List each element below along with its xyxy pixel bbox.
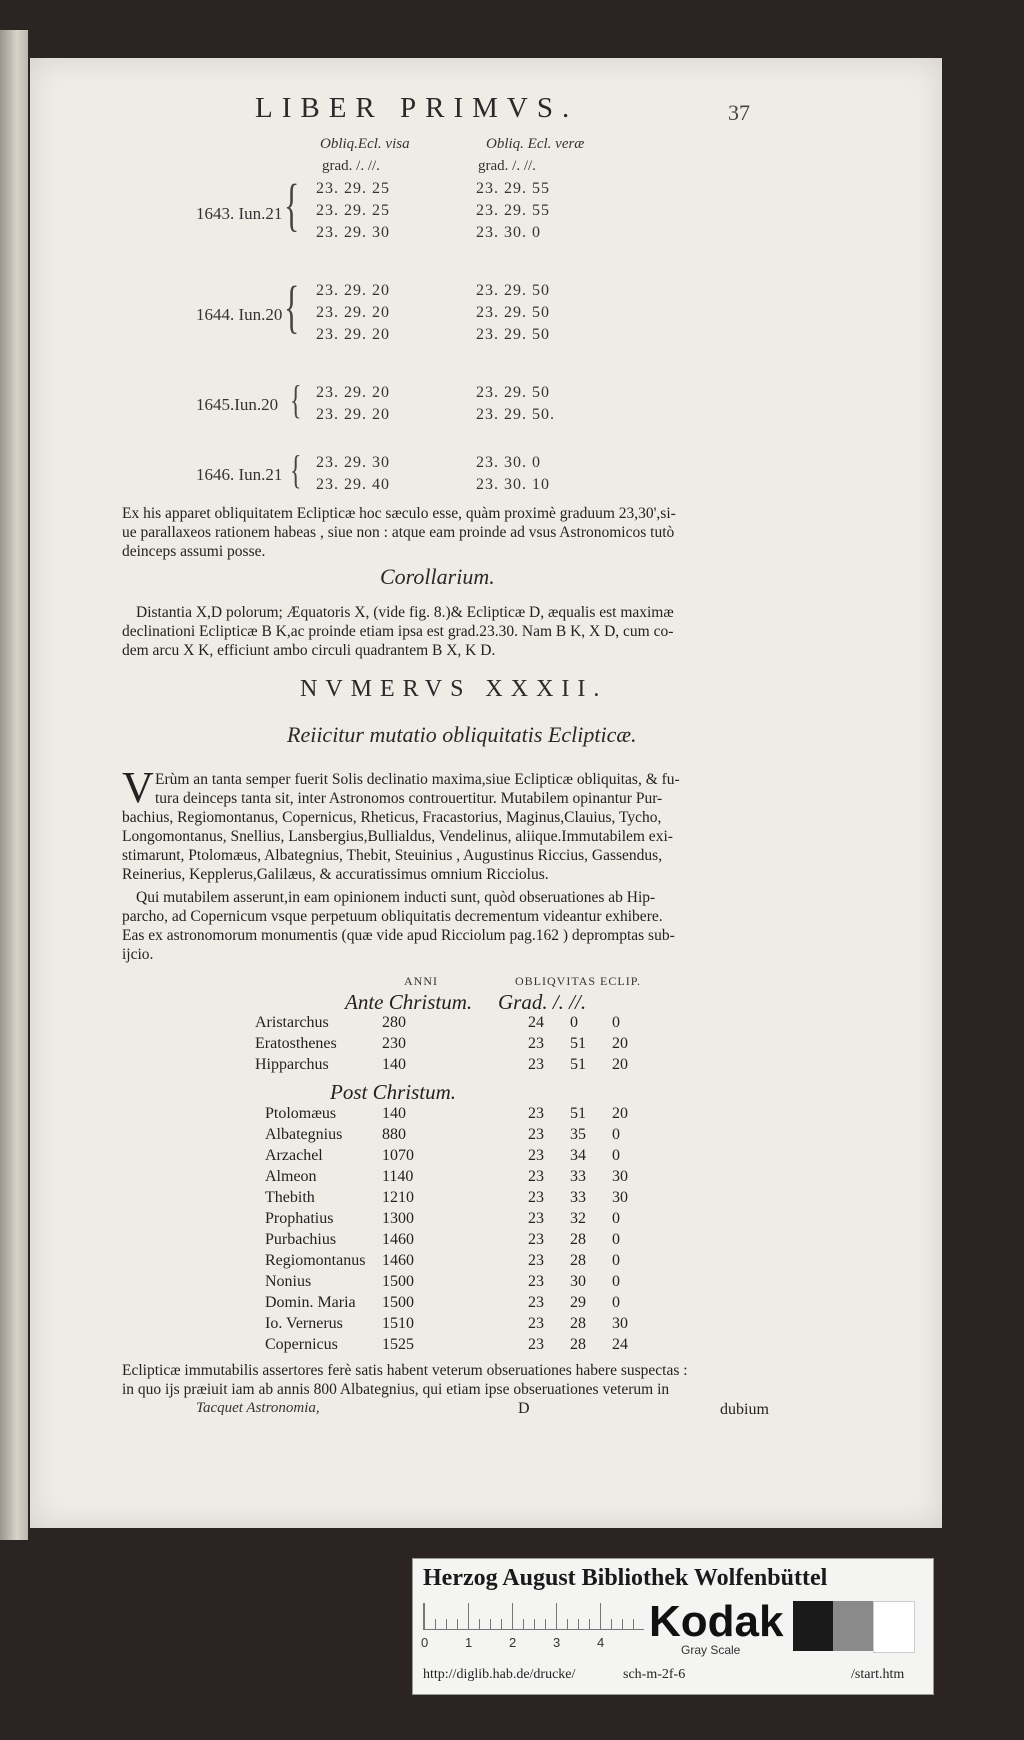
gray-scale-label: Gray Scale (681, 1643, 741, 1657)
gray-swatch-mid (833, 1601, 873, 1651)
obliquity-value: 34 (570, 1147, 586, 1164)
observer-name: Almeon (265, 1168, 317, 1185)
observation-year: 140 (382, 1105, 406, 1122)
obliquity-value: 23 (528, 1126, 544, 1143)
catchword: dubium (720, 1401, 769, 1418)
paragraph-line: parcho, ad Copernicum vsque perpetuum obliquitatis decrementum videantur exhibere. (122, 908, 663, 925)
visa-value: 23. 29. 20 (316, 304, 390, 321)
paragraph-line: ijcio. (122, 946, 154, 963)
obliquity-value: 23 (528, 1168, 544, 1185)
observer-name: Domin. Maria (265, 1294, 356, 1311)
visa-value: 23. 29. 20 (316, 326, 390, 343)
paragraph-line: declinationi Eclipticæ B K,ac proinde etiam ipsa est grad.23.30. Nam B K, X D, cum co- (122, 623, 674, 640)
observer-name: Eratosthenes (255, 1035, 337, 1052)
observer-name: Io. Vernerus (265, 1315, 343, 1332)
vera-value: 23. 29. 50 (476, 384, 550, 401)
observer-name: Nonius (265, 1273, 312, 1290)
observer-name: Hipparchus (255, 1056, 329, 1073)
obliquity-value: 0 (612, 1252, 620, 1269)
obliquity-value: 28 (570, 1231, 586, 1248)
obliquity-value: 23 (528, 1252, 544, 1269)
table-header-obliquitas: OBLIQVITAS ECLIP. (515, 974, 642, 988)
visa-value: 23. 29. 30 (316, 224, 390, 241)
observation-year: 1070 (382, 1147, 414, 1164)
visa-value: 23. 29. 20 (316, 384, 390, 401)
obliquity-value: 28 (570, 1252, 586, 1269)
obliquity-value: 51 (570, 1105, 586, 1122)
brace-icon: { (284, 172, 300, 237)
obliquity-value: 30 (612, 1189, 628, 1206)
observation-year: 1460 (382, 1231, 414, 1248)
obs-date: 1646. Iun.21 (196, 465, 283, 484)
observer-name: Thebith (265, 1189, 315, 1206)
obliquity-value: 28 (570, 1336, 586, 1353)
observation-year: 1300 (382, 1210, 414, 1227)
gray-swatch-black (793, 1601, 833, 1651)
obliquity-value: 23 (528, 1189, 544, 1206)
obliquity-value: 32 (570, 1210, 586, 1227)
observer-name: Copernicus (265, 1336, 338, 1353)
obliquity-value: 30 (570, 1273, 586, 1290)
running-header: LIBER PRIMVS. (255, 92, 579, 124)
observer-name: Albategnius (265, 1126, 343, 1143)
obliquity-value: 23 (528, 1105, 544, 1122)
col-vera-title: Obliq. Ecl. veræ (486, 136, 585, 152)
observation-year: 1140 (382, 1168, 414, 1185)
obliquity-value: 33 (570, 1168, 586, 1185)
vera-value: 23. 30. 0 (476, 224, 541, 241)
obliquity-value: 23 (528, 1035, 544, 1052)
vera-value: 23. 29. 50 (476, 304, 550, 321)
obliquity-value: 23 (528, 1315, 544, 1332)
observation-year: 1525 (382, 1336, 414, 1353)
gray-swatch-white (873, 1601, 915, 1653)
signature-mark: D (518, 1400, 530, 1417)
vera-value: 23. 29. 50 (476, 282, 550, 299)
paragraph-line: bachius, Regiomontanus, Copernicus, Rheticus, Fracastorius, Maginus,Clauius, Tycho, (122, 809, 662, 826)
observer-name: Regiomontanus (265, 1252, 366, 1269)
vera-value: 23. 30. 10 (476, 476, 550, 493)
url-shelfmark: sch-m-2f-6 (623, 1667, 686, 1682)
visa-value: 23. 29. 40 (316, 476, 390, 493)
observation-year: 140 (382, 1056, 406, 1073)
corollarium-heading: Corollarium. (380, 564, 495, 589)
observation-year: 280 (382, 1014, 406, 1031)
paragraph-line: Eclipticæ immutabilis assertores ferè satis habent veterum obseruationes habere suspectas : (122, 1362, 688, 1379)
library-name: Herzog August Bibliothek Wolfenbüttel (423, 1565, 828, 1591)
paragraph-line: dem arcu X K, efficiunt ambo circuli quadrantem B X, K D. (122, 642, 496, 659)
section-heading: NVMERVS XXXII. (300, 676, 608, 702)
brace-icon: { (284, 274, 300, 339)
obliquity-value: 23 (528, 1210, 544, 1227)
paragraph-line: stimarunt, Ptolomæus, Albategnius, Thebit, Steuinius , Augustinus Riccius, Gassendus, (122, 847, 663, 864)
observation-year: 1500 (382, 1294, 414, 1311)
brace-icon: { (290, 447, 302, 492)
visa-value: 23. 29. 25 (316, 180, 390, 197)
observer-name: Arzachel (265, 1147, 323, 1164)
obliquity-value: 23 (528, 1056, 544, 1073)
observer-name: Aristarchus (255, 1014, 329, 1031)
obliquity-value: 51 (570, 1056, 586, 1073)
vera-value: 23. 30. 0 (476, 454, 541, 471)
paragraph-line: Qui mutabilem asserunt,in eam opinionem inducti sunt, quòd obseruationes ab Hip- (136, 889, 656, 906)
observer-name: Prophatius (265, 1210, 334, 1227)
url-page: /start.htm (851, 1667, 905, 1682)
visa-value: 23. 29. 20 (316, 406, 390, 423)
paragraph-line: Distantia X,D polorum; Æquatoris X, (vide fig. 8.)& Eclipticæ D, æqualis est maximæ (136, 604, 674, 621)
vera-value: 23. 29. 50 (476, 326, 550, 343)
obliquity-value: 0 (612, 1273, 620, 1290)
observation-year: 1500 (382, 1273, 414, 1290)
visa-value: 23. 29. 20 (316, 282, 390, 299)
paragraph-line: ue parallaxeos rationem habeas , siue non : atque eam proinde ad vsus Astronomicos tutò (122, 524, 675, 541)
observation-year: 880 (382, 1126, 406, 1143)
visa-value: 23. 29. 25 (316, 202, 390, 219)
obliquity-value: 30 (612, 1315, 628, 1332)
ruler-label: 1 (465, 1635, 473, 1650)
ruler-scale (423, 1603, 644, 1630)
vera-value: 23. 29. 55 (476, 202, 550, 219)
obliquity-value: 23 (528, 1231, 544, 1248)
obs-date: 1644. Iun.20 (196, 305, 283, 324)
obliquity-value: 0 (612, 1294, 620, 1311)
col-visa-units: grad. /. //. (322, 158, 380, 174)
paragraph-line: in quo ijs præiuit iam ab annis 800 Albategnius, qui etiam ipse obseruationes veterum in (122, 1381, 670, 1398)
url-base: http://diglib.hab.de/drucke/ (423, 1667, 576, 1682)
obliquity-value: 23 (528, 1336, 544, 1353)
footer-title: Tacquet Astronomia, (196, 1400, 320, 1416)
drop-capital: V (122, 763, 154, 812)
ante-christum-heading: Ante Christum. (345, 990, 473, 1014)
observation-year: 230 (382, 1035, 406, 1052)
obliquity-value: 23 (528, 1273, 544, 1290)
paragraph-line: Reinerius, Kepplerus,Galilæus, & accuratissimus omnium Ricciolus. (122, 866, 549, 883)
ruler-label: 4 (597, 1635, 605, 1650)
obliquity-value: 20 (612, 1056, 628, 1073)
ruler-label: 0 (421, 1635, 429, 1650)
obliquity-value: 20 (612, 1105, 628, 1122)
obliquity-value: 0 (612, 1126, 620, 1143)
ruler-label: 2 (509, 1635, 517, 1650)
ruler-label: 3 (553, 1635, 561, 1650)
obliquity-value: 30 (612, 1168, 628, 1185)
obliquity-value: 0 (570, 1014, 578, 1031)
obs-date: 1643. Iun.21 (196, 204, 283, 223)
obliquity-value: 28 (570, 1315, 586, 1332)
obliquity-value: 0 (612, 1231, 620, 1248)
col-vera-units: grad. /. //. (478, 158, 536, 174)
paragraph-line: Ex his apparet obliquitatem Eclipticæ hoc sæculo esse, quàm proximè graduum 23,30',si- (122, 505, 676, 522)
paragraph-line: deinceps assumi posse. (122, 543, 266, 560)
obliquity-value: 0 (612, 1014, 620, 1031)
section-subtitle: Reiicitur mutatio obliquitatis Eclipticæ. (287, 722, 637, 747)
paragraph-line: Longomontanus, Snellius, Lansbergius,Bullialdus, Vendelinus, aliique.Immutabilem exi- (122, 828, 673, 845)
visa-value: 23. 29. 30 (316, 454, 390, 471)
book-spine (0, 30, 28, 1540)
library-color-card (412, 1558, 934, 1695)
obliquity-value: 20 (612, 1035, 628, 1052)
obliquity-value: 29 (570, 1294, 586, 1311)
paragraph-line: Eas ex astronomorum monumentis (quæ vide apud Ricciolum pag.162 ) depromptas sub- (122, 927, 675, 944)
observer-name: Ptolomæus (265, 1105, 337, 1122)
obs-date: 1645.Iun.20 (196, 395, 279, 414)
obliquity-value: 23 (528, 1294, 544, 1311)
grad-header: Grad. /. //. (498, 990, 587, 1014)
obliquity-value: 24 (612, 1336, 628, 1353)
vera-value: 23. 29. 55 (476, 180, 550, 197)
obliquity-value: 23 (528, 1147, 544, 1164)
observation-year: 1510 (382, 1315, 414, 1332)
kodak-logo: Kodak (649, 1597, 784, 1646)
col-visa-title: Obliq.Ecl. visa (320, 136, 410, 152)
observer-name: Purbachius (265, 1231, 337, 1248)
vera-value: 23. 29. 50. (476, 406, 555, 423)
observation-year: 1460 (382, 1252, 414, 1269)
table-header-anni: ANNI (404, 974, 438, 988)
obliquity-value: 35 (570, 1126, 586, 1143)
observation-year: 1210 (382, 1189, 414, 1206)
paragraph-line: Erùm an tanta semper fuerit Solis declinatio maxima,siue Eclipticæ obliquitas, & fu- (155, 771, 680, 788)
page-number: 37 (728, 100, 750, 125)
post-christum-heading: Post Christum. (330, 1080, 457, 1104)
obliquity-value: 24 (528, 1014, 544, 1031)
obliquity-value: 0 (612, 1147, 620, 1164)
paragraph-line: tura deinceps tanta sit, inter Astronomos controuertitur. Mutabilem opinantur Pur- (155, 790, 663, 807)
obliquity-value: 33 (570, 1189, 586, 1206)
obliquity-value: 51 (570, 1035, 586, 1052)
obliquity-value: 0 (612, 1210, 620, 1227)
brace-icon: { (290, 377, 302, 422)
